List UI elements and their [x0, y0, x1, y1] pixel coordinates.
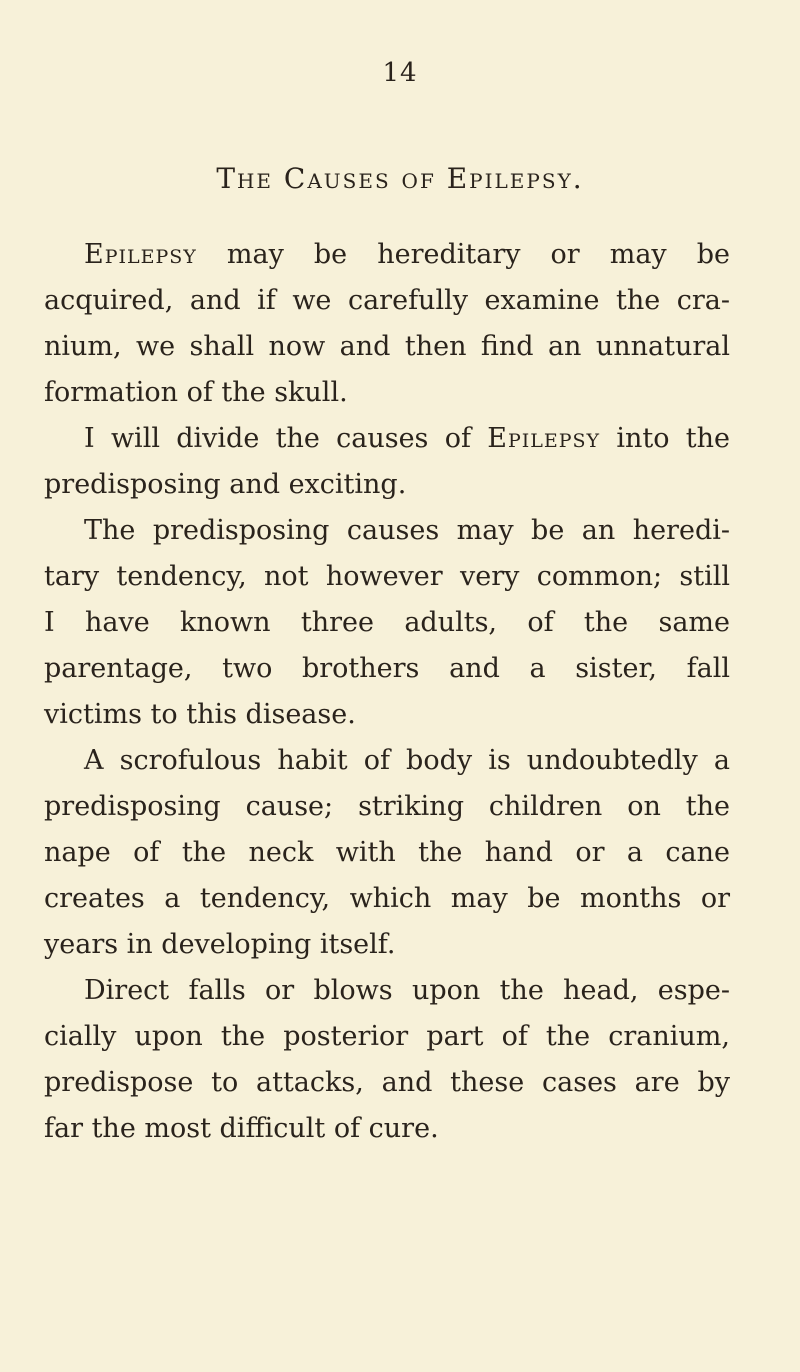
paragraph-3-line-1: The predisposing causes may be an heredi- — [84, 515, 730, 546]
paragraph-2-small-caps-word: Epilepsy — [487, 423, 601, 454]
page-number: 14 — [382, 58, 418, 88]
paragraph-4-line-1: A scrofulous habit of body is undoubtedly a — [84, 745, 730, 776]
paragraph-1-line-4: formation of the skull. — [44, 377, 348, 408]
paragraph-2-line-1-before: I will divide the causes of — [84, 423, 488, 454]
paragraph-1-line-3: nium, we shall now and then find an unnatural — [44, 331, 730, 362]
paragraph-3-line-2: tary tendency, not however very common; still — [44, 561, 730, 592]
paragraph-4-line-5: years in developing itself. — [44, 929, 396, 960]
paragraph-3-line-5: victims to this disease. — [44, 699, 356, 730]
chapter-title: The Causes of Epilepsy. — [216, 162, 584, 195]
paragraph-4-line-4: creates a tendency, which may be months or — [44, 883, 730, 914]
paragraph-4-line-3: nape of the neck with the hand or a cane — [44, 837, 730, 868]
paragraph-2-line-1-after: into the — [600, 423, 730, 454]
paragraph-5-line-2: cially upon the posterior part of the cranium, — [44, 1021, 730, 1052]
paragraph-1-line-2: acquired, and if we carefully examine the cra- — [44, 285, 730, 316]
paragraph-4-line-2: predisposing cause; striking children on the — [44, 791, 730, 822]
paragraph-1-lead-word: Epilepsy — [84, 239, 197, 270]
paragraph-5-line-4: far the most difficult of cure. — [44, 1113, 439, 1144]
paragraph-5-line-3: predispose to attacks, and these cases are by — [44, 1067, 730, 1098]
paragraph-1-line-1-rest: may be hereditary or may be — [196, 239, 730, 270]
paragraph-2-line-2: predisposing and exciting. — [44, 469, 407, 500]
paragraph-5-line-1: Direct falls or blows upon the head, espe- — [84, 975, 730, 1006]
body-text — [44, 232, 730, 1152]
paragraph-2-line-1 — [44, 416, 730, 462]
paragraph-3-line-4: parentage, two brothers and a sister, fall — [44, 653, 730, 684]
paragraph-3-line-3: I have known three adults, of the same — [44, 607, 730, 638]
paragraph-1-line-1 — [44, 232, 730, 278]
